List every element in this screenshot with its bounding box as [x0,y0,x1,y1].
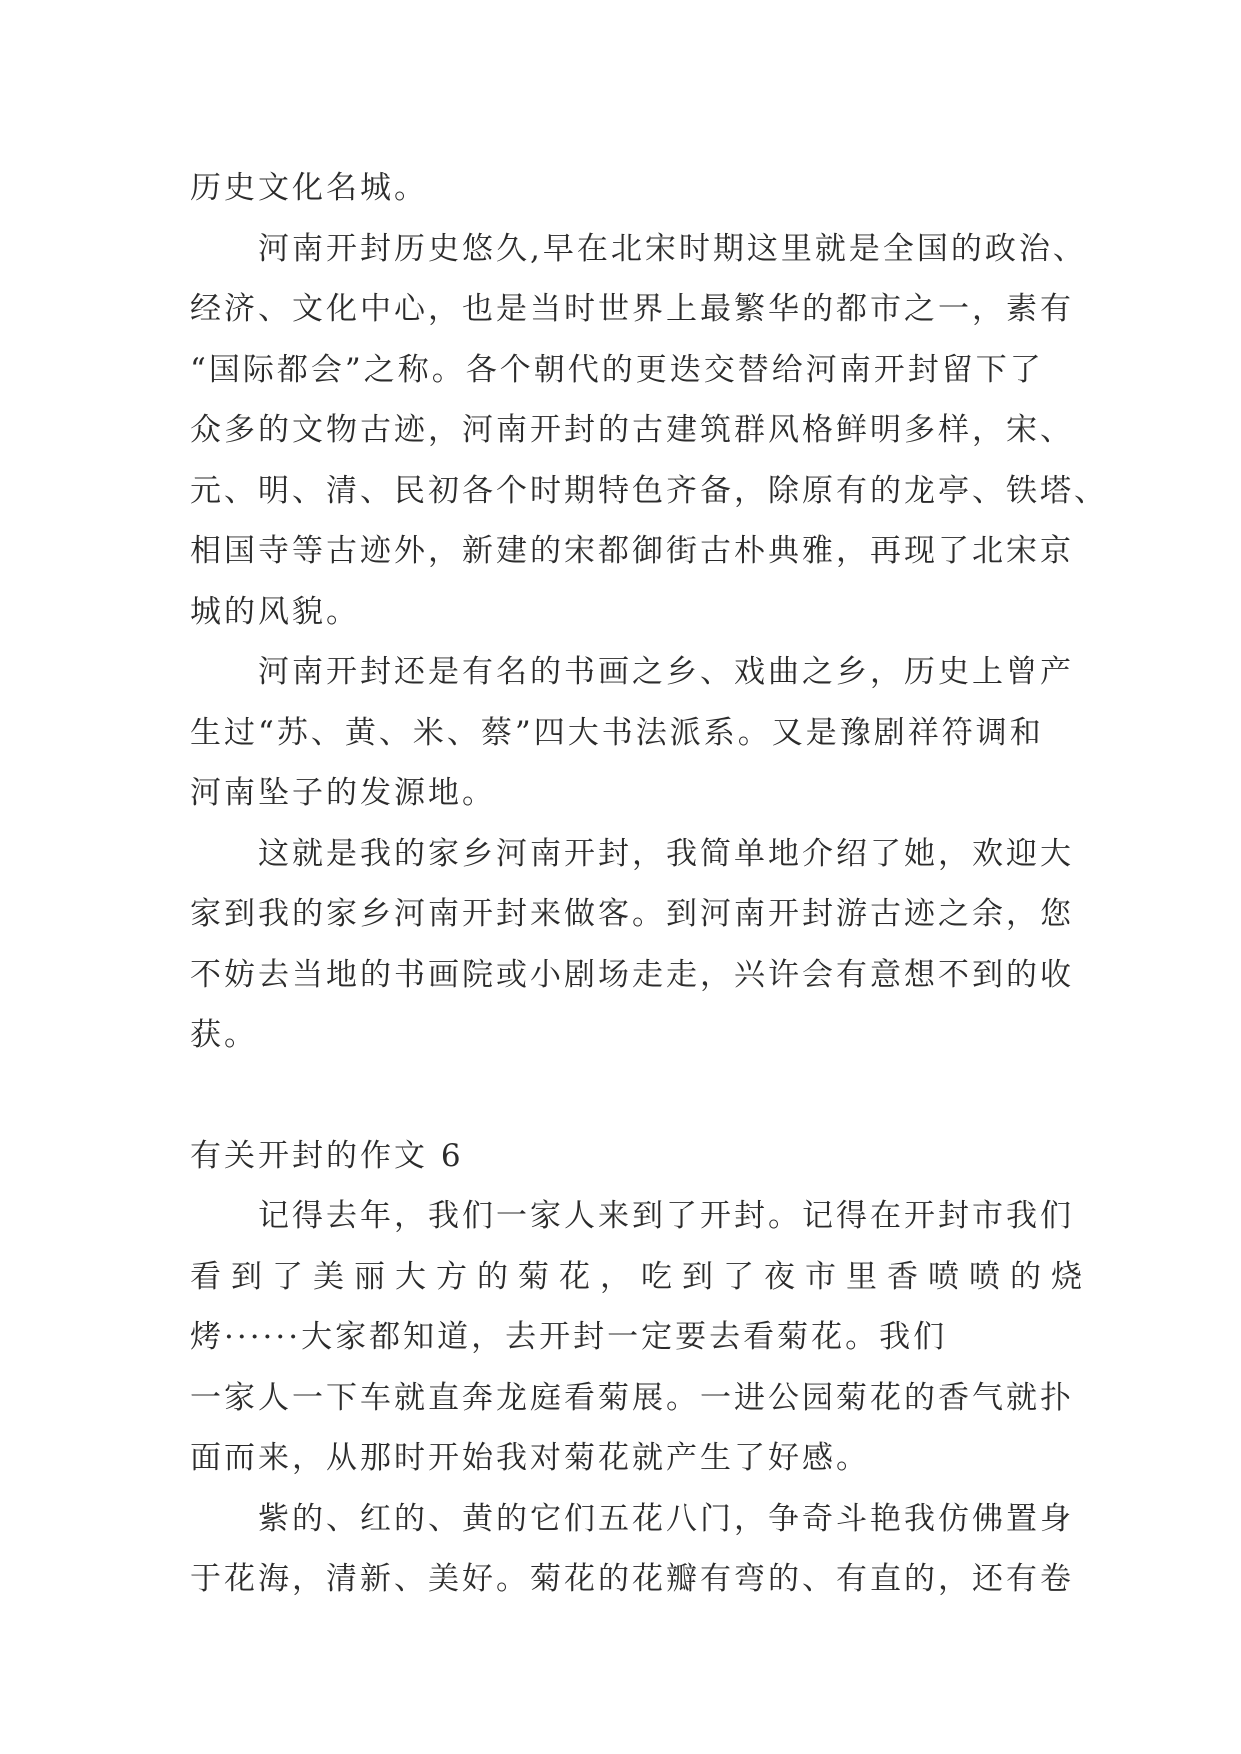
text-line: 不妨去当地的书画院或小剧场走走，兴许会有意想不到的收 [190,956,1074,993]
text-line: 河南坠子的发源地。 [190,775,496,811]
text-line: 元、明、清、民初各个时期特色齐备，除原有的龙亭、铁塔、 [190,472,1108,509]
paragraph [190,642,1080,824]
paragraph [190,1186,1092,1489]
text-line: 获。 [190,1017,258,1053]
paragraph [190,158,1080,219]
text-line: 城的风貌。 [190,593,360,630]
paragraph [190,219,1108,643]
text-line: 这就是我的家乡河南开封，我简单地介绍了她，欢迎大 [258,835,1074,872]
paragraph [190,824,1080,1066]
text-line: 一家人一下车就直奔龙庭看菊展。一进公园菊花的香气就扑 [190,1379,1074,1416]
text-line: 河南开封还是有名的书画之乡、戏曲之乡，历史上曾产 [258,654,1074,690]
text-line: 众多的文物古迹，河南开封的古建筑群风格鲜明多样，宋、 [190,412,1074,448]
text-line: 于花海，清新、美好。菊花的花瓣有弯的、有直的，还有卷 [190,1561,1074,1597]
text-line: 紫的、红的、黄的它们五花八门，争奇斗艳我仿佛置身 [258,1500,1074,1537]
text-line: 河南开封历史悠久,早在北宋时期这里就是全国的政治、 [258,230,1087,267]
text-line: 家到我的家乡河南开封来做客。到河南开封游古迹之余，您 [190,896,1074,932]
text-line: 历史文化名城。 [190,170,428,206]
section-heading: 有关开封的作文 6 [190,1137,464,1174]
text-line: 烤······大家都知道，去开封一定要去看菊花。我们 [190,1319,948,1355]
text-line: 看到了美丽大方的菊花，吃到了夜市里香喷喷的烧 [190,1258,1092,1295]
text-line: “国际都会”之称。各个朝代的更迭交替给河南开封留下了 [190,351,1044,388]
text-line: 记得去年，我们一家人来到了开封。记得在开封市我们 [258,1198,1074,1234]
text-line: 经济、文化中心，也是当时世界上最繁华的都市之一，素有 [190,291,1074,327]
document-body [190,158,1108,1610]
text-line: 生过“苏、黄、米、蔡”四大书法派系。又是豫剧祥符调和 [190,714,1044,751]
paragraph [190,1489,1080,1610]
text-line: 面而来，从那时开始我对菊花就产生了好感。 [190,1440,870,1476]
text-line: 相国寺等古迹外，新建的宋都御街古朴典雅，再现了北宋京 [190,533,1074,569]
